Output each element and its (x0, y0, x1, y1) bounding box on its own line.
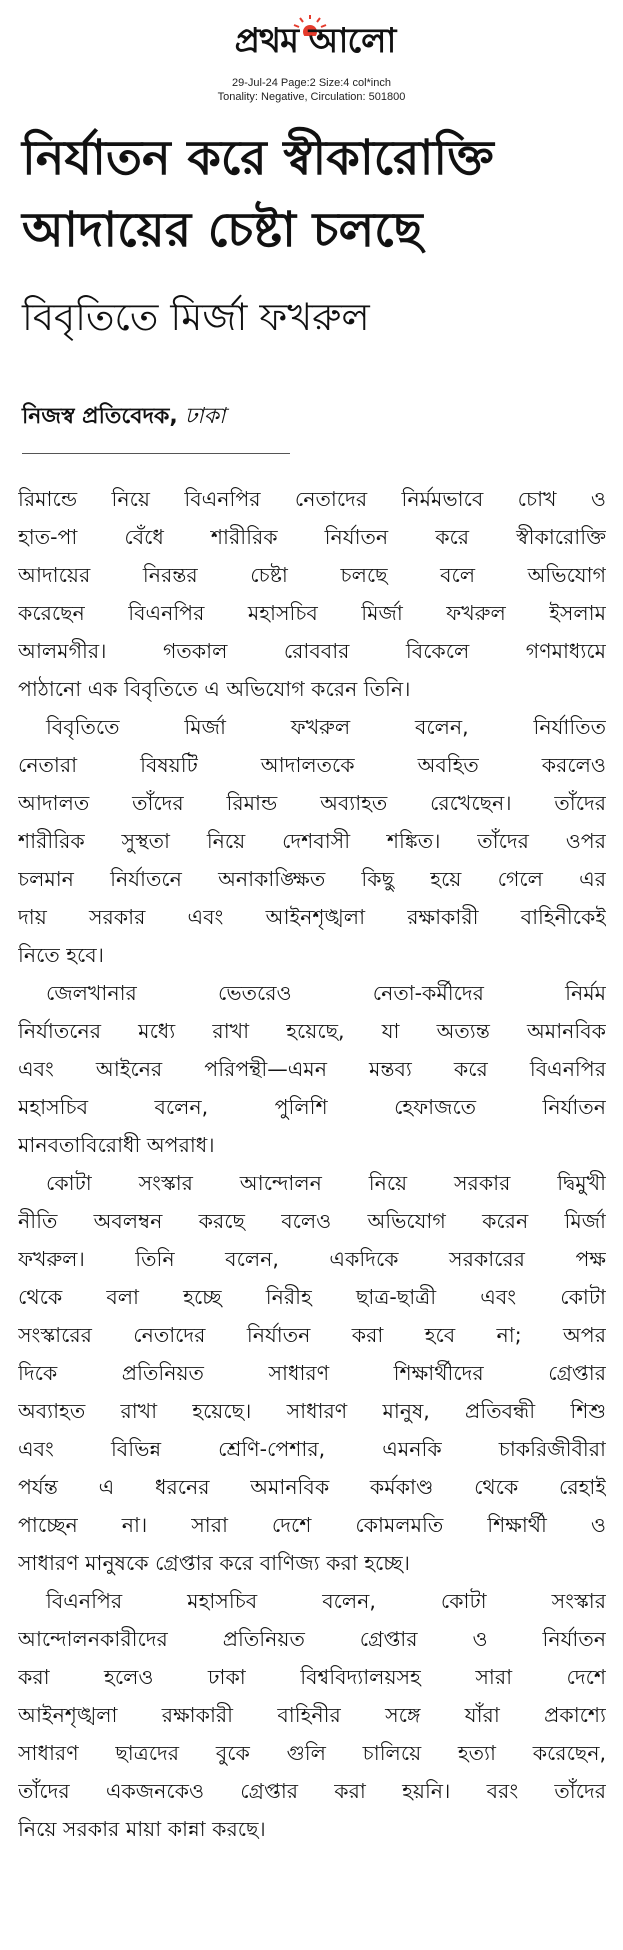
body-line: নির্যাতনের মধ্যে রাখা হয়েছে, যা অত্যন্ত অমানবিক (18, 1019, 606, 1043)
subheadline: বিবৃতিতে মির্জা ফখরুল (22, 295, 370, 339)
body-line: করা হলেও ঢাকা বিশ্ববিদ্যালয়সহ সারা দেশে (18, 1665, 606, 1689)
body-line: নিতে হবে। (18, 943, 104, 967)
byline-reporter: নিজস্ব প্রতিবেদক, (22, 404, 178, 429)
body-line: বিএনপির মহাসচিব বলেন, কোটা সংস্কার (46, 1589, 606, 1613)
body-line: এবং আইনের পরিপন্থী—এমন মন্তব্য করে বিএনপির (18, 1057, 606, 1081)
body-line: সাধারণ ছাত্রদের বুকে গুলি চালিয়ে হত্যা করেছেন, (18, 1741, 606, 1765)
body-line: কোটা সংস্কার আন্দোলন নিয়ে সরকার দ্বিমুখী (46, 1171, 606, 1195)
byline (22, 402, 225, 432)
body-line: শারীরিক সুস্থতা নিয়ে দেশবাসী শঙ্কিত। তাঁদের ওপর (18, 829, 606, 853)
masthead (0, 0, 623, 103)
body-line: আদালত তাঁদের রিমান্ড অব্যাহত রেখেছেন। তাঁদের (18, 791, 606, 815)
body-line: মানবতাবিরোধী অপরাধ। (18, 1133, 215, 1157)
body-line: করেছেন বিএনপির মহাসচিব মির্জা ফখরুল ইসলাম (18, 601, 606, 625)
body-line: সাধারণ মানুষকে গ্রেপ্তার করে বাণিজ্য করা হচ্ছে। (18, 1551, 410, 1575)
clipping-meta-line: 29-Jul-24 Page:2 Size:4 col*inch (232, 77, 391, 89)
byline-location: ঢাকা (184, 404, 226, 429)
body-line: আন্দোলনকারীদের প্রতিনিয়ত গ্রেপ্তার ও নির্যাতন (18, 1627, 606, 1651)
body-line: নীতি অবলম্বন করছে বলেও অভিযোগ করেন মির্জা (18, 1209, 606, 1233)
headline-line-2: আদায়ের চেষ্টা চলছে (22, 202, 423, 258)
body-line: আদায়ের নিরন্তর চেষ্টা চলছে বলে অভিযোগ (18, 563, 606, 587)
body-line: আলমগীর। গতকাল রোববার বিকেলে গণমাধ্যমে (18, 639, 606, 663)
body-line: আইনশৃঙ্খলা রক্ষাকারী বাহিনীর সঙ্গে যাঁরা প্রকাশ্যে (18, 1703, 606, 1727)
body-line: বিবৃতিতে মির্জা ফখরুল বলেন, নির্যাতিত (46, 715, 606, 739)
article-body (18, 480, 606, 1848)
byline-divider (22, 453, 290, 454)
body-line: তাঁদের একজনকেও গ্রেপ্তার করা হয়নি। বরং তাঁদের (18, 1779, 606, 1803)
headline-line-1: নির্যাতন করে স্বীকারোক্তি (22, 130, 494, 186)
body-line: নিয়ে সরকার মায়া কান্না করছে। (18, 1817, 266, 1841)
body-line: দিকে প্রতিনিয়ত সাধারণ শিক্ষার্থীদের গ্রেপ্তার (18, 1361, 606, 1385)
clipping-tonality-line: Tonality: Negative, Circulation: 501800 (217, 91, 406, 103)
body-line: অব্যাহত রাখা হয়েছে। সাধারণ মানুষ, প্রতিবন্ধী শিশু (18, 1399, 606, 1423)
body-line: হাত-পা বেঁধে শারীরিক নির্যাতন করে স্বীকারোক্তি (18, 525, 606, 549)
body-line: রিমান্ডে নিয়ে বিএনপির নেতাদের নির্মমভাবে চোখ ও (18, 487, 606, 511)
body-line: এবং বিভিন্ন শ্রেণি-পেশার, এমনকি চাকরিজীবীরা (18, 1437, 606, 1461)
body-line: পাচ্ছেন না। সারা দেশে কোমলমতি শিক্ষার্থী ও (18, 1513, 606, 1537)
body-line: মহাসচিব বলেন, পুলিশি হেফাজতে নির্যাতন (18, 1095, 606, 1119)
logo-text: প্রথম আলো (234, 21, 396, 61)
body-line: নেতারা বিষয়টি আদালতকে অবহিত করলেও (18, 753, 606, 777)
newspaper-logo (180, 14, 450, 61)
body-line: পর্যন্ত এ ধরনের অমানবিক কর্মকাণ্ড থেকে রেহাই (18, 1475, 606, 1499)
body-line: দায় সরকার এবং আইনশৃঙ্খলা রক্ষাকারী বাহিনীকেই (18, 905, 606, 929)
body-line: পাঠানো এক বিবৃতিতে এ অভিযোগ করেন তিনি। (18, 677, 411, 701)
body-line: সংস্কারের নেতাদের নির্যাতন করা হবে না; অপর (18, 1323, 606, 1347)
body-line: থেকে বলা হচ্ছে নিরীহ ছাত্র-ছাত্রী এবং কোটা (18, 1285, 606, 1309)
body-line: চলমান নির্যাতনে অনাকাঙ্ক্ষিত কিছু হয়ে গেলে এর (18, 867, 606, 891)
body-line: জেলখানার ভেতরেও নেতা-কর্মীদের নির্মম (46, 981, 606, 1005)
body-line: ফখরুল। তিনি বলেন, একদিকে সরকারের পক্ষ (18, 1247, 606, 1271)
